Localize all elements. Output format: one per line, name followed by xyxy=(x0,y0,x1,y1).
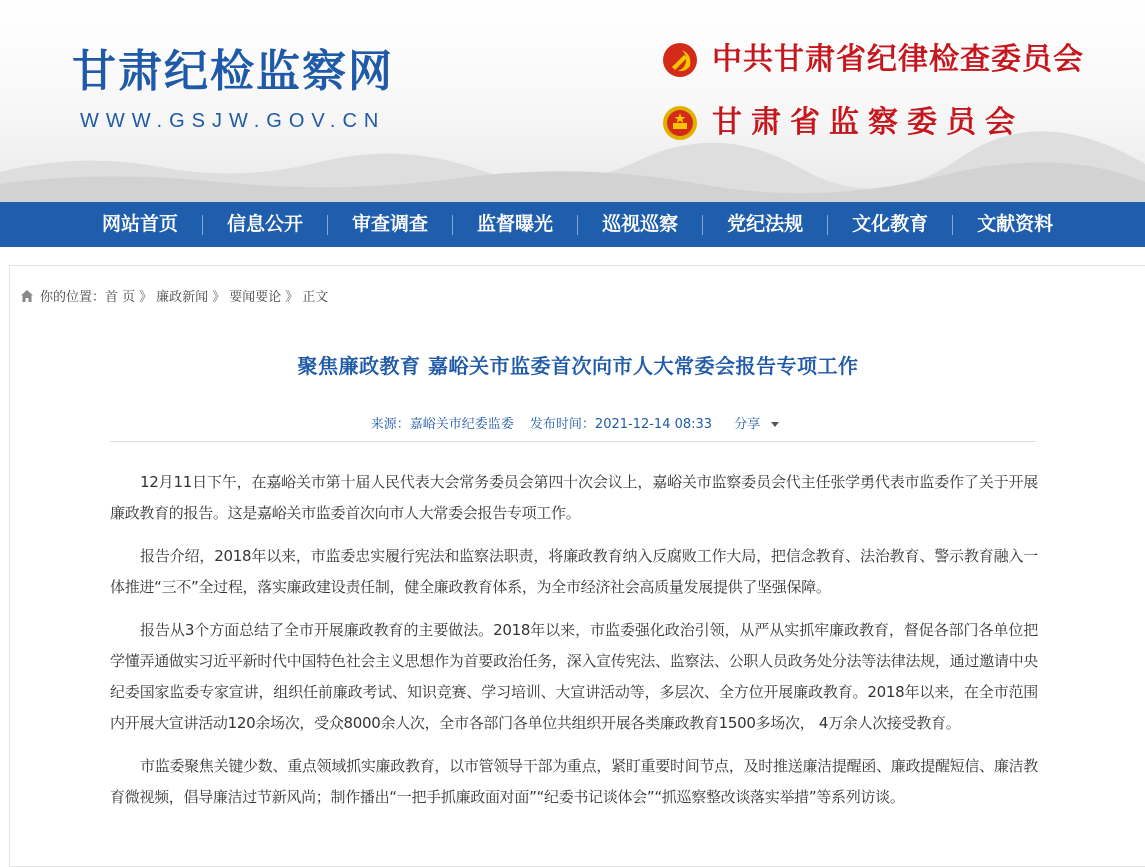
main-navigation xyxy=(0,202,1145,247)
org-line-supervision-commission xyxy=(662,104,1024,142)
breadcrumb xyxy=(20,286,328,305)
article-paragraph: 12月11日下午，在嘉峪关市第十届人民代表大会常务委员会第四十次会议上，嘉峪关市监察委员会代主任张学勇代表市监委作了关于开展廉政教育的报告。这是嘉峪关市监委首次向市人大常委会报告专项工作。 xyxy=(110,473,1038,522)
breadcrumb-current: 正文 xyxy=(302,290,329,305)
party-emblem-icon xyxy=(662,42,698,78)
nav-item-supervision-exposure[interactable]: 监督曝光 xyxy=(477,213,554,235)
breadcrumb-link-news[interactable]: 廉政新闻 xyxy=(156,290,209,305)
article-paragraph: 报告介绍，2018年以来，市监委忠实履行宪法和监察法职责，将廉政教育纳入反腐败工作大局，把信念教育、法治教育、警示教育融入一体推进“三不”全过程，落实廉政建设责任制，健全廉政教育体系，为全市经济社会高质量发展提供了坚强保障。 xyxy=(110,547,1038,596)
nav-item-documents[interactable]: 文献资料 xyxy=(977,213,1054,235)
org-line-discipline-commission xyxy=(662,42,1084,78)
org-name-supervision: 甘肃省监察委员会 xyxy=(712,105,1024,140)
article-meta xyxy=(10,413,1145,432)
site-header xyxy=(0,0,1145,202)
article-title: 聚焦廉政教育 嘉峪关市监委首次向市人大常委会报告专项工作 xyxy=(297,354,859,378)
nav-list xyxy=(0,202,1145,247)
national-emblem-icon xyxy=(662,104,698,142)
nav-item-party-regulations[interactable]: 党纪法规 xyxy=(727,213,804,235)
site-title: 甘肃纪检监察网 xyxy=(72,46,394,97)
article-paragraph: 报告从3个方面总结了全市开展廉政教育的主要做法。2018年以来，市监委强化政治引领，从严从实抓牢廉政教育，督促各部门各单位把学懂弄通做实习近平新时代中国特色社会主义思想作为首要政治任务，深入宣传宪法、监察法、公职人员政务处分法等法律法规，通过邀请中央纪委国家监委专家宣讲，组织任前廉政考试、知识竞赛、学习培训、大宣讲活动等，多层次、全方位开展廉政教育。2018年以来，在全市范围内开展大宣讲活动120余场次，受众8000余人次，全市各部门各单位共组织开展各类廉政教育1500多场次， 4万余人次接受教育。 xyxy=(110,621,1038,732)
nav-item-home[interactable]: 网站首页 xyxy=(102,213,179,235)
article-paragraph: 市监委聚焦关键少数、重点领域抓实廉政教育，以市管领导干部为重点，紧盯重要时间节点，及时推送廉洁提醒函、廉政提醒短信、廉洁教育微视频，倡导廉洁过节新风尚；制作播出“一把手抓廉政面对面”“纪委书记谈体会”“抓巡察整改谈落实举措”等系列访谈。 xyxy=(110,757,1038,806)
org-name-discipline: 中共甘肃省纪律检查委员会 xyxy=(712,42,1084,77)
breadcrumb-prefix: 你的位置： xyxy=(40,290,106,305)
nav-item-investigation[interactable]: 审查调查 xyxy=(352,213,429,235)
breadcrumb-separator: 》 xyxy=(212,290,226,305)
share-button[interactable] xyxy=(728,417,785,432)
breadcrumb-home-link[interactable]: 首 页 xyxy=(105,290,136,305)
title-divider xyxy=(110,441,1036,442)
nav-item-info-disclosure[interactable]: 信息公开 xyxy=(227,213,304,235)
site-url: WWW.GSJW.GOV.CN xyxy=(80,110,386,132)
article-publish-time: 发布时间：2021-12-14 08:33 xyxy=(529,417,713,432)
home-icon xyxy=(20,289,34,303)
article-source: 来源：嘉峪关市纪委监委 xyxy=(370,417,514,432)
chevron-down-icon xyxy=(771,422,779,427)
article-body xyxy=(110,467,1038,825)
breadcrumb-link-highlights[interactable]: 要闻要论 xyxy=(229,290,282,305)
share-label: 分享 xyxy=(734,417,761,432)
nav-item-inspection[interactable]: 巡视巡察 xyxy=(602,213,679,235)
breadcrumb-separator: 》 xyxy=(285,290,299,305)
article-container xyxy=(9,265,1145,867)
nav-item-culture-education[interactable]: 文化教育 xyxy=(852,213,929,235)
breadcrumb-separator: 》 xyxy=(139,290,153,305)
